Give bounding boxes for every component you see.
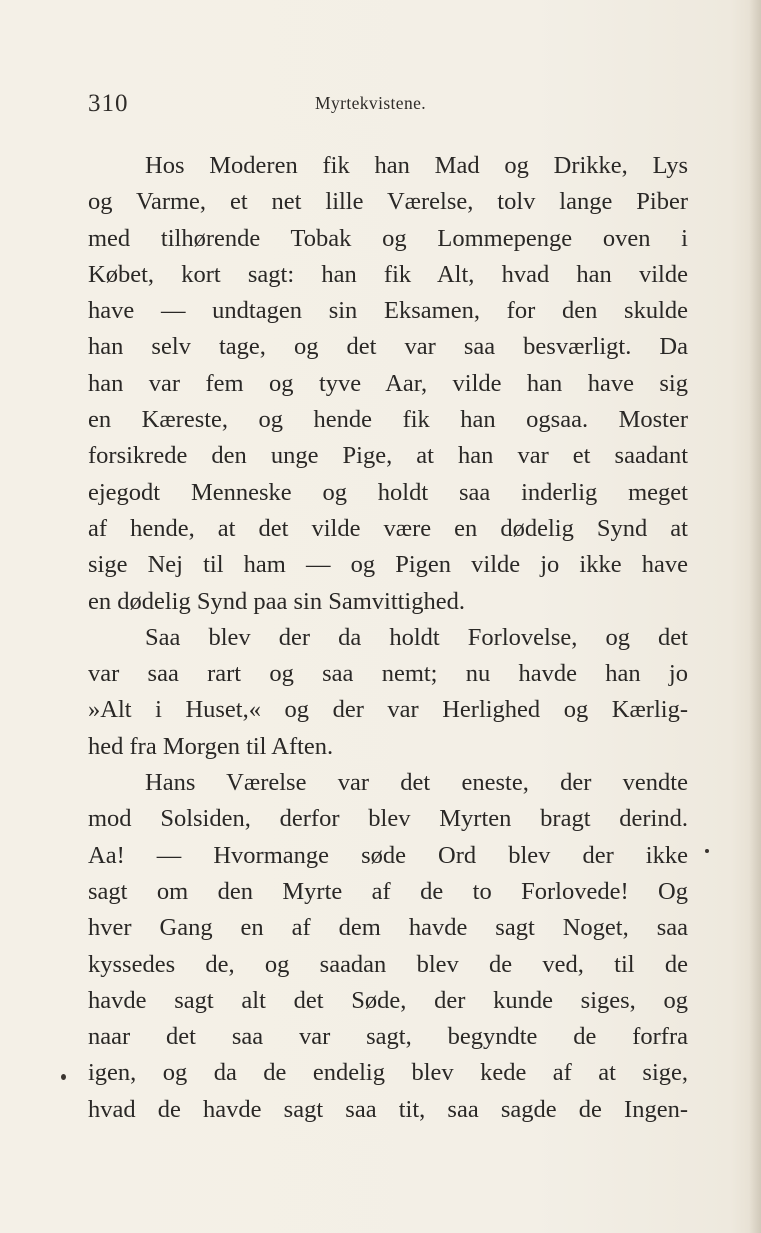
text-line: »Alt i Huset,« og der var Herlighed og Kærlig-	[88, 696, 688, 724]
running-title: Myrtekvistene.	[315, 93, 427, 113]
text-line: ejegodt Menneske og holdt saa inderlig meget	[88, 478, 688, 506]
running-head	[88, 90, 688, 120]
text-line: af hende, at det vilde være en dødelig Synd at	[88, 514, 688, 542]
page-edge-shadow	[749, 0, 761, 1233]
text-line: hver Gang en af dem havde sagt Noget, saa	[88, 914, 688, 942]
text-line: han selv tage, og det var saa besværligt. Da	[88, 333, 688, 361]
text-line: han var fem og tyve Aar, vilde han have sig	[88, 369, 688, 397]
text-line: Hans Værelse var det eneste, der vendte	[145, 769, 688, 797]
text-line: forsikrede den unge Pige, at han var et saadant	[88, 442, 688, 470]
text-line: var saa rart og saa nemt; nu havde han jo	[88, 660, 688, 688]
text-line: en dødelig Synd paa sin Samvittighed.	[88, 587, 465, 615]
text-line: hed fra Morgen til Aften.	[88, 732, 334, 760]
text-line: Hos Moderen fik han Mad og Drikke, Lys	[145, 152, 688, 179]
text-line: mod Solsiden, derfor blev Myrten bragt derind.	[88, 805, 688, 833]
stray-dot-mark	[61, 1074, 66, 1080]
text-line: Aa! — Hvormange søde Ord blev der ikke	[88, 841, 688, 869]
stray-dot-mark	[705, 849, 709, 853]
page-number: 310	[88, 90, 129, 117]
text-line: sige Nej til ham — og Pigen vilde jo ikke have	[88, 551, 688, 579]
text-line: en Kæreste, og hende fik han ogsaa. Moster	[88, 406, 688, 434]
text-line: sagt om den Myrte af de to Forlovede! Og	[88, 877, 688, 905]
text-line: Købet, kort sagt: han fik Alt, hvad han vilde	[88, 260, 688, 288]
text-line: og Varme, et net lille Værelse, tolv lange Piber	[88, 188, 688, 216]
text-line: havde sagt alt det Søde, der kunde siges, og	[88, 986, 688, 1014]
text-line: hvad de havde sagt saa tit, saa sagde de Ingen-	[88, 1095, 688, 1123]
text-line: have — undtagen sin Eksamen, for den skulde	[88, 297, 688, 325]
text-line: Saa blev der da holdt Forlovelse, og det	[145, 623, 688, 651]
text-line: igen, og da de endelig blev kede af at sige,	[88, 1059, 688, 1087]
text-line: naar det saa var sagt, begyndte de forfra	[88, 1023, 688, 1051]
text-line: kyssedes de, og saadan blev de ved, til de	[88, 950, 688, 978]
text-line: med tilhørende Tobak og Lommepenge oven i	[88, 224, 688, 252]
body-text	[88, 148, 688, 1128]
